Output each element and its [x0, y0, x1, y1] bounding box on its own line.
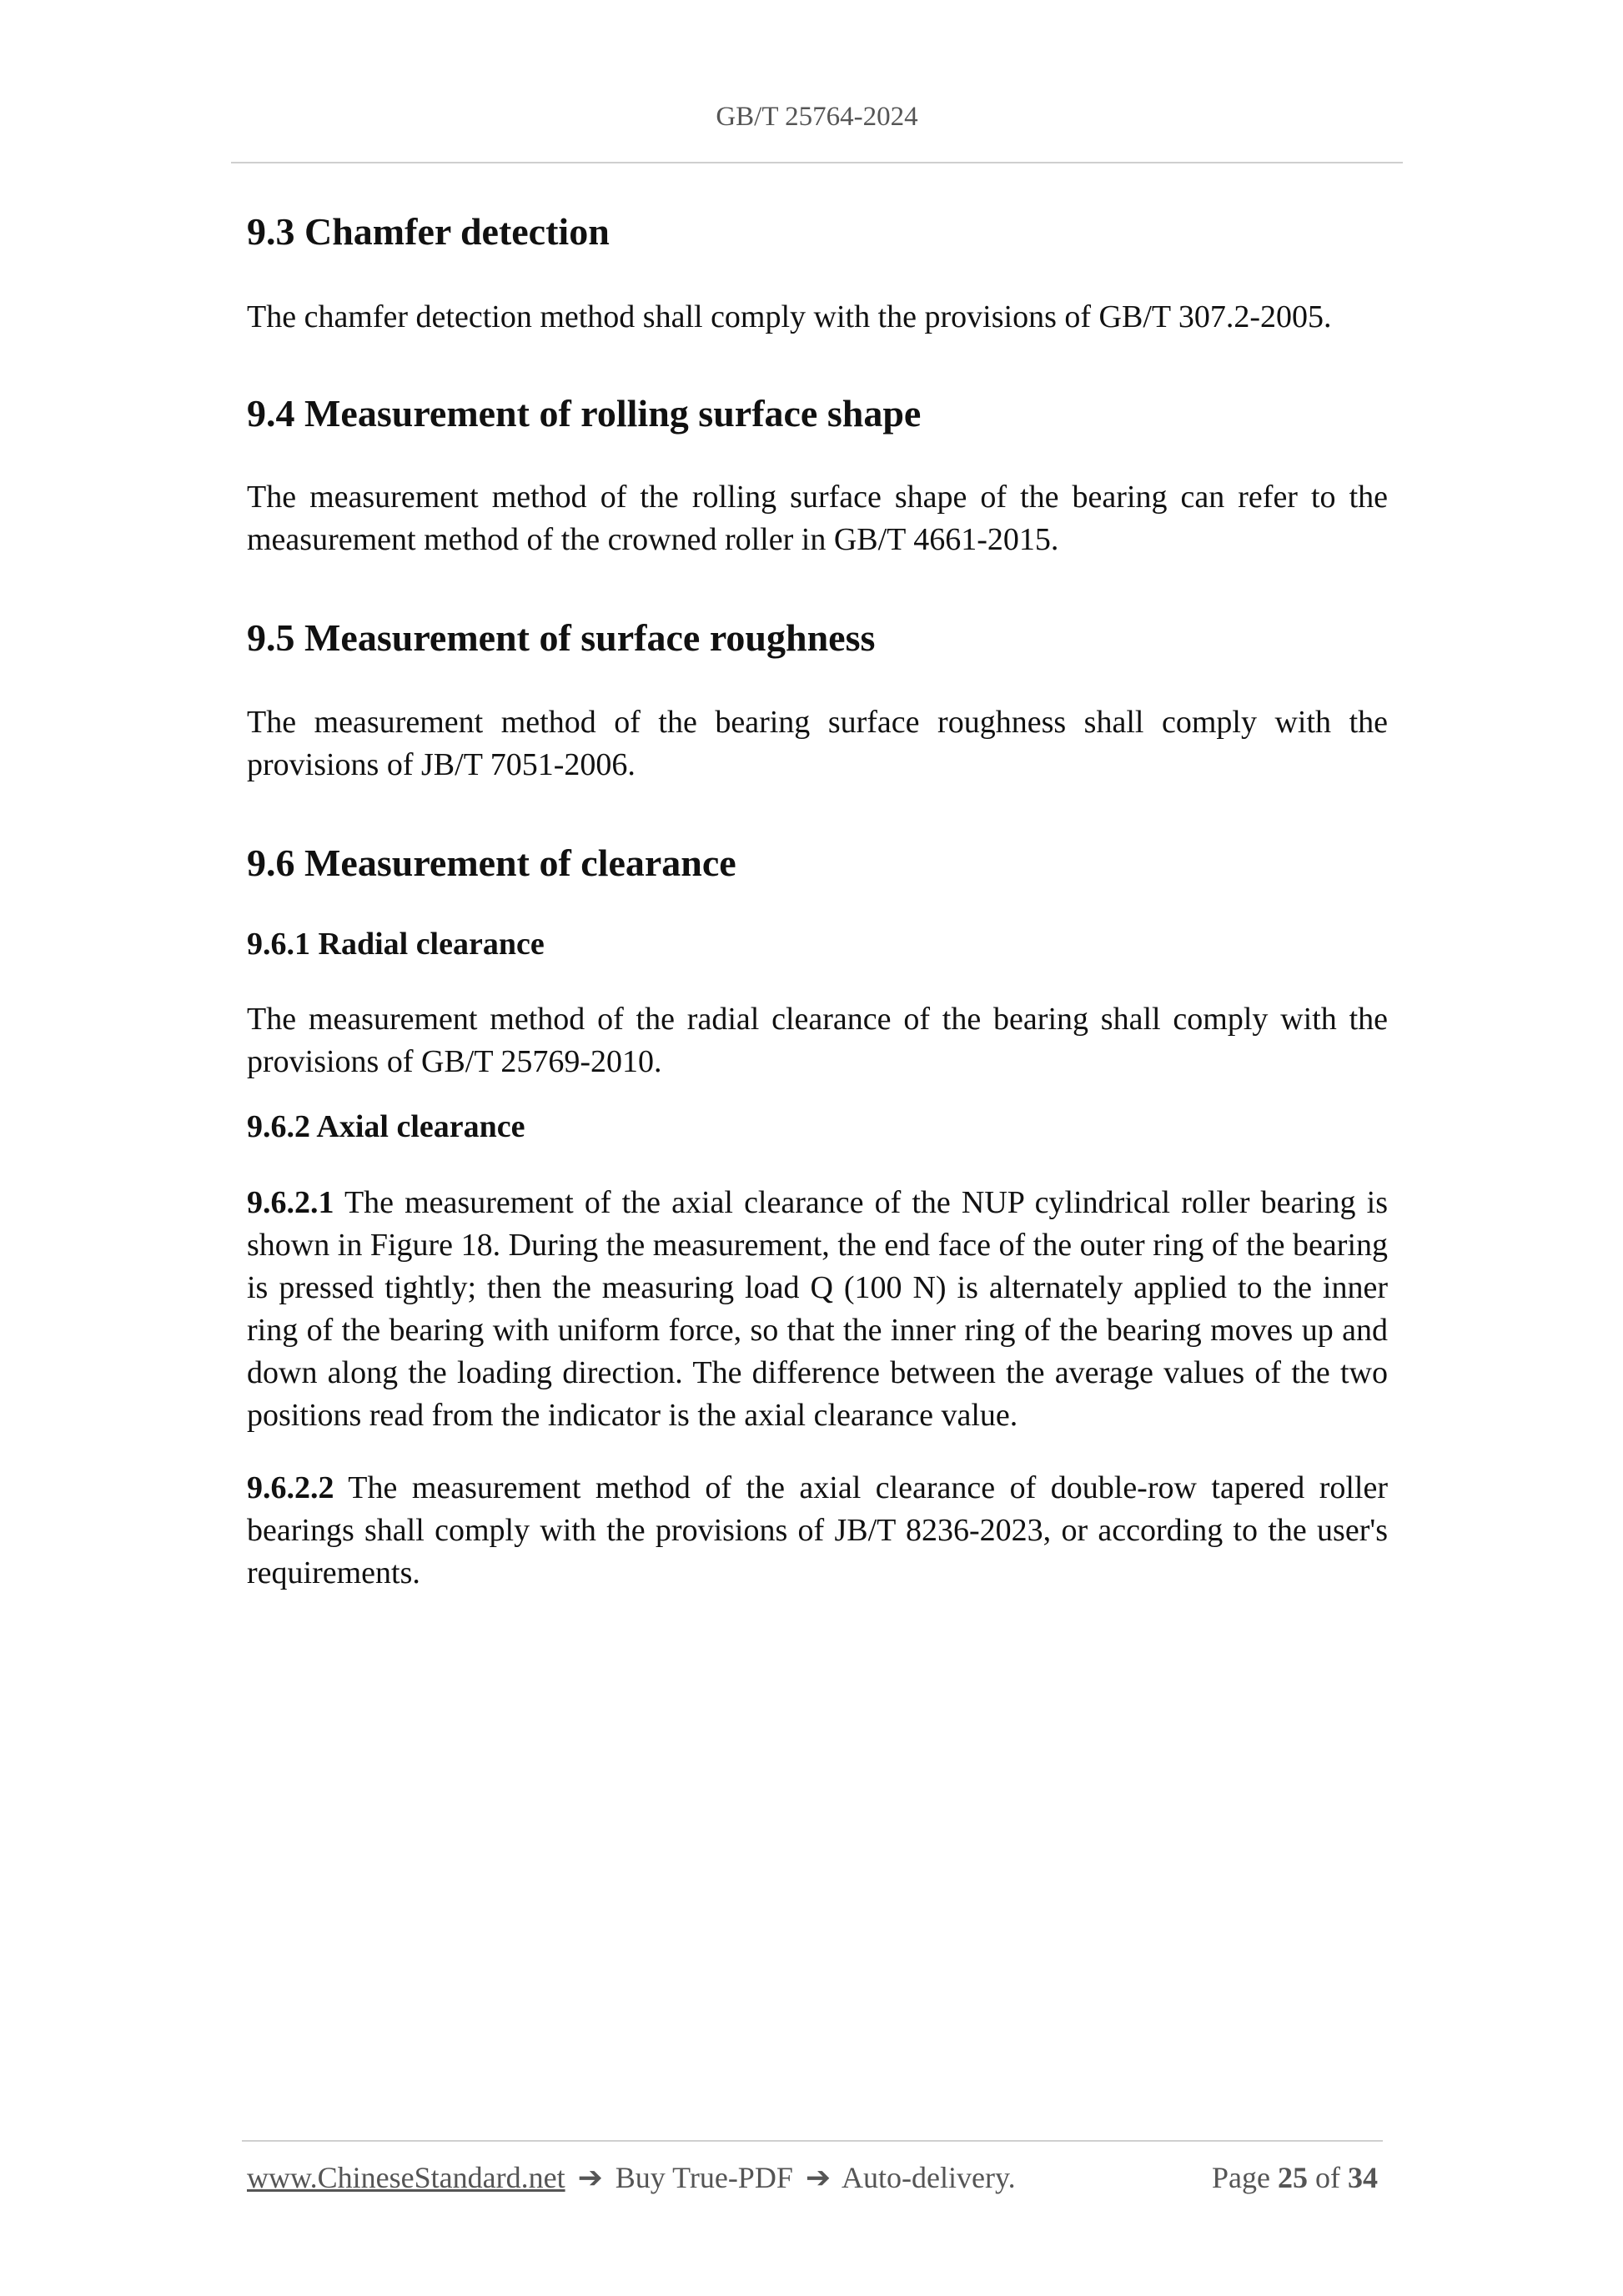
- section-9-4-text: The measurement method of the rolling surface shape of the bearing can refer to the measurement method of the crowned roller in GB/T 4661-2015.: [247, 480, 1388, 558]
- page-label: Page: [1212, 2161, 1270, 2194]
- page-total: 34: [1348, 2161, 1378, 2194]
- section-9-5-text: The measurement method of the bearing surface roughness shall comply with the provisions of JB/T 7051-2006.: [247, 704, 1388, 782]
- clause-number: 9.6.2.2: [247, 1470, 334, 1505]
- delivery-text: Auto-delivery.: [842, 2161, 1016, 2194]
- page-current: 25: [1278, 2161, 1308, 2194]
- page-footer: [247, 2160, 1378, 2195]
- clause-9-6-2-2: [247, 1467, 1388, 1595]
- section-title-9-5: 9.5 Measurement of surface roughness: [247, 616, 876, 660]
- clause-text: The measurement method of the axial clearance of double-row tapered roller bearings shall comply with the provisions of JB/T 8236-2023, or according to the user's requirements.: [247, 1470, 1388, 1590]
- subsection-title-9-6-1: 9.6.1 Radial clearance: [247, 926, 545, 962]
- buy-text: Buy True-PDF: [615, 2161, 793, 2194]
- subsection-title-9-6-2: 9.6.2 Axial clearance: [247, 1109, 525, 1145]
- arrow-right-icon: ➔: [805, 2161, 832, 2194]
- section-title-9-3: 9.3 Chamfer detection: [247, 210, 610, 253]
- footer-divider: [242, 2140, 1383, 2142]
- page-of: of: [1315, 2161, 1340, 2194]
- section-9-3-text: The chamfer detection method shall comply with the provisions of GB/T 307.2-2005.: [247, 299, 1332, 335]
- site-link[interactable]: www.ChineseStandard.net: [247, 2161, 565, 2194]
- section-title-9-6: 9.6 Measurement of clearance: [247, 841, 736, 884]
- footer-promo: [247, 2160, 1016, 2195]
- arrow-right-icon: ➔: [577, 2161, 603, 2194]
- clause-9-6-2-1: [247, 1182, 1388, 1437]
- clause-number: 9.6.2.1: [247, 1184, 334, 1220]
- header-divider: [231, 162, 1403, 163]
- section-title-9-4: 9.4 Measurement of rolling surface shape: [247, 392, 922, 435]
- clause-text: The measurement of the axial clearance of the NUP cylindrical roller bearing is shown in Figure 18. During the measurement, the end face of the outer ring of the bearing is pressed tightly; then the measuring load Q (100 N) is alternately applied to the inner ring of the bearing with uniform force, so that the inner ring of the bearing moves up and down along the loading direction. The difference between the average values of the two positions read from the indicator is the axial clearance value.: [247, 1184, 1388, 1433]
- page-content: [247, 208, 1388, 1595]
- page-number: [1212, 2160, 1378, 2195]
- page-header: GB/T 25764-2024: [716, 102, 918, 132]
- subsection-9-6-1-text: The measurement method of the radial clearance of the bearing shall comply with the provisions of GB/T 25769-2010.: [247, 1002, 1388, 1080]
